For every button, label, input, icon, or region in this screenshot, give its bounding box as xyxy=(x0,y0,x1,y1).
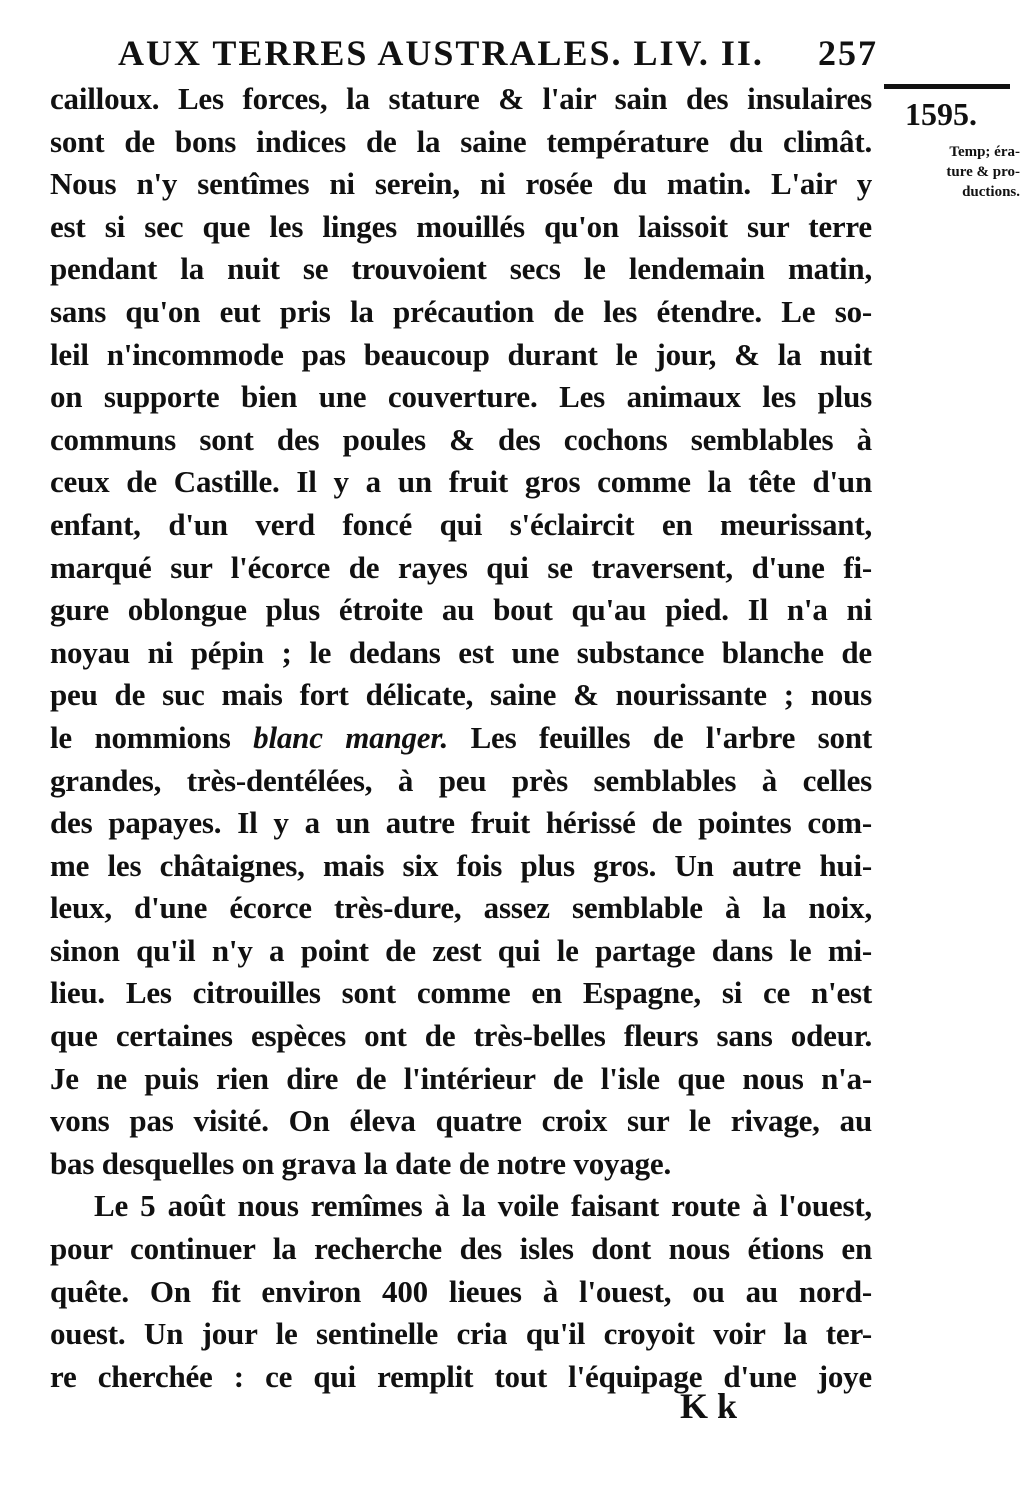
text-line: leux, d'une écorce très-dure, assez semblable à la noix, xyxy=(50,890,872,926)
margin-note-line: ture & pro- xyxy=(946,164,1020,180)
text-line: grandes, très-dentélées, à peu près semblables à celles xyxy=(50,762,872,798)
text-line: sinon qu'il n'y a point de zest qui le partage dans le mi- xyxy=(50,932,872,968)
text-line: enfant, d'un verd foncé qui s'éclaircit en meurissant, xyxy=(50,506,872,542)
text-line: gure oblongue plus étroite au bout qu'au pied. Il n'a ni xyxy=(50,592,872,628)
text-line: communs sont des poules & des cochons semblables à xyxy=(50,421,872,457)
text-line: sans qu'on eut pris la précaution de les étendre. Le so- xyxy=(50,293,872,329)
text-line: sont de bons indices de la saine température du climât. xyxy=(50,123,872,159)
text-line: lieu. Les citrouilles sont comme en Espagne, si ce n'est xyxy=(50,975,872,1011)
text-line: peu de suc mais fort délicate, saine & nourissante ; nous xyxy=(50,677,872,713)
page-number: 257 xyxy=(818,33,878,73)
text-line: me les châtaignes, mais six fois plus gros. Un autre hui- xyxy=(50,847,872,883)
italic-term: blanc manger. xyxy=(253,719,449,755)
text-line: bas desquelles on grava la date de notre voyage. xyxy=(50,1145,672,1181)
margin-year: 1595. xyxy=(905,96,977,132)
text-line: quête. On fit environ 400 lieues à l'ouest, ou au nord- xyxy=(50,1273,872,1309)
signature-mark: K k xyxy=(680,1386,738,1426)
text-line: Nous n'y sentîmes ni serein, ni rosée du matin. L'air y xyxy=(50,166,872,202)
margin-note-line: ductions. xyxy=(962,184,1020,200)
margin-note xyxy=(884,142,1020,202)
text-line: noyau ni pépin ; le dedans est une substance blanche de xyxy=(50,634,872,670)
margin-note-line: Temp; éra- xyxy=(949,144,1020,160)
text-line: Le 5 août nous remîmes à la voile faisant route à l'ouest, xyxy=(94,1188,872,1224)
text-line: marqué sur l'écorce de rayes qui se traversent, d'une fi- xyxy=(50,549,872,585)
text-line: cailloux. Les forces, la stature & l'air sain des insulaires xyxy=(50,81,872,116)
text-line: ceux de Castille. Il y a un fruit gros comme la tête d'un xyxy=(50,464,872,500)
text-segment: le nommions xyxy=(50,719,254,755)
text-line: des papayes. Il y a un autre fruit hérissé de pointes com- xyxy=(50,805,872,841)
text-line: Je ne puis rien dire de l'intérieur de l'isle que nous n'a- xyxy=(50,1060,872,1096)
text-line: est si sec que les linges mouillés qu'on laissoit sur terre xyxy=(50,208,872,244)
text-line: pendant la nuit se trouvoient secs le lendemain matin, xyxy=(50,251,872,287)
text-segment: Les feuilles de l'arbre sont xyxy=(448,719,873,755)
running-head-title: AUX TERRES AUSTRALES. LIV. II. xyxy=(118,33,764,73)
text-line: on supporte bien une couverture. Les animaux les plus xyxy=(50,379,872,415)
margin-rule xyxy=(884,84,1010,89)
running-head xyxy=(118,30,878,76)
text-line: re cherchée : ce qui remplit tout l'équipage d'une joye xyxy=(50,1358,872,1394)
text-line: pour continuer la recherche des isles dont nous étions en xyxy=(50,1231,872,1267)
text-line-with-italic xyxy=(50,717,872,760)
body-text xyxy=(50,78,872,1398)
text-line: que certaines espèces ont de très-belles fleurs sans odeur. xyxy=(50,1018,872,1054)
text-line: leil n'incommode pas beaucoup durant le jour, & la nuit xyxy=(50,336,872,372)
text-line: vons pas visité. On éleva quatre croix sur le rivage, au xyxy=(50,1103,872,1139)
text-line: ouest. Un jour le sentinelle cria qu'il croyoit voir la ter- xyxy=(50,1316,872,1352)
